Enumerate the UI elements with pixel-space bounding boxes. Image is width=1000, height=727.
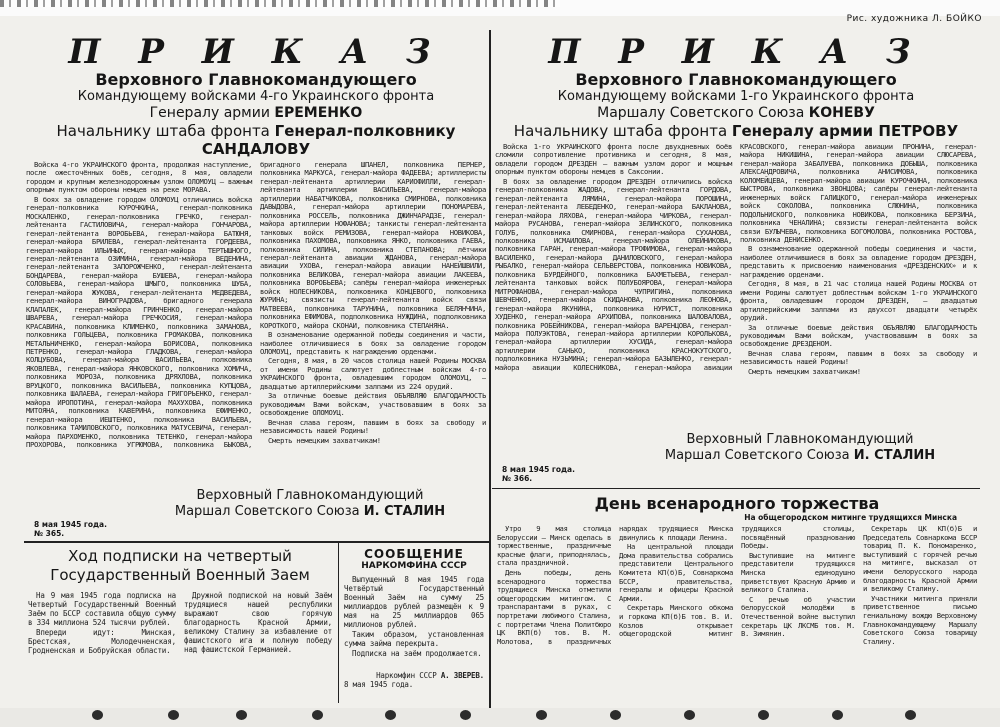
narkomfin-date: 8 мая 1945 года. xyxy=(344,680,414,689)
narkomfin-title-2: НАРКОМФИНА СССР xyxy=(361,561,467,571)
center-column-rule xyxy=(489,30,491,710)
left-order-line2: Командующему войсками 4-го Украинского фронта xyxy=(77,89,435,104)
left-order-body: Войска 4-го УКРАИНСКОГО фронта, продолжая наступление, после ожесточённых боёв, сегодня, 8 мая, овладели городом и крупным железнодорожным узлом ОЛОМОУЦ — важным опорным пунктом обороны немцев на реке МОРАВА. В боях за овладение городом ОЛОМОУЦ отличились войска генерал-полковника КУРОЧКИНА, генерал-полковника МОСКАЛЕНКО, генерал-полковника ГРЕЧКО, генерал-лейтенанта ГАСТИЛОВИЧА, генерал-майора ГОНЧАРОВА, генерал-лейтенанта ВОРОБЬЕВА, генерал-майора БАТЮНЯ, генерал-майора БРИЛЕВА, генерал-лейтенанта ГОРДЕЕВА, генерал-майора ИЛЬИНЫХ, генерал-майора ТЕРТЫШНОГО, генерал-лейтенанта ОЗИМИНА, генерал-майора ВЕДЕНИНА, генерал-лейтенанта ЗАПОРОЖЧЕНКО, генерал-лейтенанта БОНДАРЕВА, генерал-майора БУШЕВА, генерал-майора СОЛОВЬЕВА, генерал-майора ШМЫГО, полковника ШУБА, генерал-майора ЖУКОВА, генерал-лейтенанта МЕДВЕДЕВА, генерал-майора ВИНОГРАДОВА, бригадного генерала КЛАПАЛЕК, генерал-майора ГРИНЧЕНКО, генерал-майора ШВАРЕВА, генерал-майора ГРЕЧКОСИЯ, генерал-майора КРАСАВИНА, полковника КЛИМЕНКО, полковника ЗАМАНОВА, полковника ГОЛЬЦЕВА, полковника ГРОМАКОВА, полковника МЕТАЛЬНИЧЕНКО, генерал-майора БОРИСОВА, полковника ПЕТРЕНКО, генерал-майора ГЛАДКОВА, генерал-майора КОЛЦУБОВА, генерал-майора ВАСИЛЬЕВА, полковника ЯКОВЛЕВА, генерал-майора ЯНКОВСКОГО, полковника ХОМИЧА, полковника МОРОЗА, полковника ДРЯХЛОВА, полковника ВРУЦКОГО, полковника ВАСИЛЬЕВА, полковника КУПЦОВА, полковника ШАЛАЕВА, генерал-майора ГРИГОРЬЕНКО, генерал-майора ИРОПОТИНА, генерал-майора МАХУХОВА, полковника МИТОЯНА, полковника КАВЕРИНА, полковника ЕФИМЕНКО, генерал-майора ИЕШТЕНКО, полковника ВАСИЛЬЕВА, полковника ТАМИЛОВСКОГО, полковника МАТУСЕВИЧА, генерал-майора ПАРХОМЕНКО, полковника ТЕТЕНКО, генерал-майора ПРОХОРОВА, полковника УГРЮМОВА, полковника БЫКОВА, бригадного генерала ШПАНЕЛ, полковника ПЕРНЕР, полковника МАРКУСА, генерал-майора ФАДЕЕВА; артиллеристы генерал-лейтенанта артиллерии КАРИОФИЛЛИ, генерал-лейтенанта артиллерии ВАСИЛЬЕВА, генерал-майора артиллерии НАБАТЧИКОВА, полковника СМИРНОВА, полковника ДАВЫДОВА, генерал-майора артиллерии ПОНОМАРЕВА, полковника РОССЕЛЬ, полковника ДЖИНЧАРАДЗЕ, генерал-майора артиллерии НОФАНОВА; танкисты генерал-лейтенанта танковых войск РЕМИЗОВА, генерал-майора НОВИКОВА, полковника ПАХОМОВА, полковника ЯНКО, полковника ГАЕВА, полковника СИЛИНА, полковника СТЕПАНОВА; лётчики генерал-лейтенанта авиации ЖДАНОВА, генерал-майора авиации УХОВА, генерал-майора авиации НАНЕЙШВИЛИ, полковника ВЕЛИКОВА, генерал-майора авиации ЛАКЕЕВА, полковника ВОРОБЬЕВА; сапёры генерал-майора инженерных войск НОЛЕСНИКОВА, полковника КОНЦЕВОГО, полковника ЖУРИНА; связисты генерал-лейтенанта войск связи МАТВЕЕВА, полковника ТАРУНИНА, полковника БЕЛЯНЧИНА, полковника ЕФИМОВА, подполковника НУЖДИНА, подполковника КОРОТКОГО, майора СКОНАИ, полковника СТЕПАНЯНА. В ознаменование одержанной победы соединения и части, наиболее отличившиеся в боях за овладение городом ОЛОМОУЦ, представить к награждению орденами. Сегодня, 8 мая, в 20 часов столица нашей Родины МОСКВА от имени Родины салютует доблестным войскам 4-го УКРАИНСКОГО фронта, овладевшим городом ОЛОМОУЦ, — двадцатью артиллерийскими залпами из 224 орудий. За отличные боевые действия ОБЪЯВЛЯЮ БЛАГОДАРНОСТЬ руководимым Вами войскам, участвовавшим в боях за освобождение ОЛОМОУЦ. Вечная слава героям, павшим в боях за свободу и независимость нашей Родины! Смерть немецким захватчикам! xyxy=(26,161,486,449)
right-order-line4: Начальнику штаба фронта Генералу армии ПЕТРОВУ xyxy=(513,122,959,140)
left-order-line1: Верховного Главнокомандующего xyxy=(95,70,417,89)
left-order-line4: Начальнику штаба фронта Генерал-полковнику САНДАЛОВУ xyxy=(56,122,456,158)
right-order-date: 8 мая 1945 года. № 366. xyxy=(502,465,575,483)
right-signature: Верховный Главнокомандующий Маршал Советского Союза И. СТАЛИН xyxy=(664,432,936,463)
loan-title-1: Ход подписки на четвертый xyxy=(68,547,292,565)
celebration-title: День всенародного торжества xyxy=(594,494,880,513)
narkomfin-notice xyxy=(344,547,484,689)
left-order-title: П Р И К А З xyxy=(68,32,444,72)
celebration-subtitle: На общегородском митинге трудящихся Минска xyxy=(744,513,957,522)
left-signature: Верховный Главнокомандующий Маршал Советского Союза И. СТАЛИН xyxy=(174,488,446,519)
left-order xyxy=(26,34,486,483)
narkomfin-body: Выпущенный 8 мая 1945 года Четвёртый Государственный Военный Заём на сумму 25 миллиардов рублей размещён к 9 мая на 25 миллиардов 065 миллионов рублей. Таким образом, установленная сумма займа перекрыта. Подписка на заём продолжается. xyxy=(344,575,484,658)
right-order-line1: Верховного Главнокомандующего xyxy=(575,70,897,89)
left-order-line3: Генералу армии ЕРЕМЕНКО xyxy=(149,105,363,121)
loan-article xyxy=(28,547,332,703)
right-order xyxy=(495,34,977,425)
narkomfin-signer: Наркомфин СССР А. ЗВЕРЕВ. xyxy=(376,671,484,680)
bottom-scan-edge xyxy=(0,708,1000,727)
right-order-line2: Командующему войсками 1-го Украинского фронта xyxy=(557,89,915,104)
loan-rule xyxy=(338,543,339,703)
loan-body: На 9 мая 1945 года подписка на Четвертый Государственный Военный Заём по БССР составила общую сумму в 334 миллиона 524 тысячи рублей. Впереди идут: Минская, Брестская, Молодечненская, Гродненская и Бобруйская области. Дружной подпиской на новый Заём трудящиеся нашей республики выражают свою горячую благодарность Красной Армии, великому Сталину за избавление от фашистского ига и полную победу над фашистской Германией. xyxy=(28,591,332,655)
celebration-body: Утро 9 мая столица Белоруссии — Минск оделась в торжественные, праздничные красные флаги, приподнялась, стала праздничной. День победы, день всенародного торжества трудящиеся Минска отметили общегородским митингом. С транспарантами в руках, с портретами любимого Сталина, с портретами Члена Политбюро ЦК ВКП(б) тов. В. М. Молотова, в праздничных нарядах трудящиеся Минска двинулись к площади Ленина. На центральной площади Дома правительства собрались представители Центрального Комитета КП(б)Б, Совнаркома БССР, правительства, генералы и офицеры Красной Армии. Секретарь Минского обкома и горкома КП(б)Б тов. В. И. Козлов открывает общегородской митинг трудящихся столицы, посвящённый празднованию Победы. Выступившие на митинге представители трудящихся Минска единодушно приветствуют Красную Армию и великого Сталина. С речью об участии белорусской молодёжи в Отечественной войне выступил секретарь ЦК ЛКСМБ тов. М. В. Зимянин. Секретарь ЦК КП(б)Б и Председатель Совнаркома БССР товарищ П. К. Пономаренко, выступивший с горячей речью на митинге, высказал от имени белорусского народа благодарность Красной Армии и великому Сталину. Участники митинга приняли приветственное письмо гениальному вождю Верховному Главнокомандующему Маршалу Советского Союза товарищу Сталину. xyxy=(497,525,977,646)
left-order-date: 8 мая 1945 года. № 365. xyxy=(34,520,107,538)
celebration-article xyxy=(497,494,977,707)
right-order-title: П Р И К А З xyxy=(548,32,924,72)
right-lower-rule xyxy=(492,488,980,489)
loan-title-2: Государственный Военный Заем xyxy=(50,566,310,584)
narkomfin-title-1: СООБЩЕНИЕ xyxy=(364,547,464,561)
illustration-credit: Рис. художника Л. БОЙКО xyxy=(846,14,982,24)
left-lower-rule xyxy=(24,541,489,543)
right-order-line3: Маршалу Советского Союза КОНЕВУ xyxy=(597,105,875,121)
right-order-body: Войска 1-го УКРАИНСКОГО фронта после двухдневных боёв сломили сопротивление противника и сегодня, 8 мая, овладели городом ДРЕЗДЕН — важным узлом дорог и мощным опорным пунктом обороны немцев в Саксонии. В боях за овладение городом ДРЕЗДЕН отличились войска генерал-полковника ЖАДОВА, генерал-лейтенанта ГОРДОВА, генерал-лейтенанта ЛЯМИНА, генерал-майора ПОРОШИНА, генерал-лейтенанта ЛЕБЕДЕНКО, генерал-майора БАКЛАНОВА, генерал-майора ЛЯХОВА, генерал-майора ЧИРКОВА, генерал-майора РУСАНОВА, генерал-майора ЗЕЛИНСКОГО, полковника ГОЛУБ, полковника СМИРНОВА, генерал-майора СУХАНОВА, полковника ИСМАИЛОВА, генерал-майора ОЛЕЙНИКОВА, полковника ГАРАН, генерал-майора ТРОФИМОВА, генерал-майора ВАСИЛЕНКО, генерал-майора ДАНИЛОВСКОГО, генерал-майора РЫБАЛКО, генерал-майора СЕЛЬВЕРСТОВА, полковника НОВИКОВА, полковника БУРДЕЙНОГО, полковника БАХМЕТЬЕВА, генерал-лейтенанта танковых войск ПОЛУБОЯРОВА, генерал-майора МИТРОФАНОВА, генерал-майора ЧУПРИГИНА, полковника ШЕВЧЕНКО, генерал-майора СКИДАНОВА, полковника ЛЕОНОВА, генерал-майора ЯКУНИНА, полковника НУРИСТ, полковника ХУДЕНКО, генерал-майора АРХИПОВА, полковника ШАЛОВАЛОВА, полковника РОБЕЙНИКОВА, генерал-майора ВАРЕНЦОВА, генерал-майора ПОЛУЭКТОВА, генерал-майора артиллерии КОРОЛЬКОВА, генерал-майора артиллерии ХУСИДА, генерал-майора артиллерии САНЬКО, полковника КРАСНОКУТСКОГО, подполковника НУЗЬМИНА; генерал-майора БАЗЫЛЕНКО, генерал-майора авиации КОЛЕСНИКОВА, генерал-майора авиации КРАСОВСКОГО, генерал-майора авиации ПРОНИНА, генерал-майора НИКИШИНА, генерал-майора авиации СЛЮСАРЕВА, генерал-майора ЗАБАЛУЕВА, полковника ДОБЫША, полковника АЛЕКСАНДРОВИЧА, полковника АНИСИМОВА, полковника КОЛОМЕЙЦЕВА, генерал-майора авиации КУРОЧКИНА, полковника БЫСТРОВА, полковника ЗВОНЦОВА; сапёры генерал-лейтенанта инженерных войск ГАЛИЦКОГО, генерал-майора инженерных войск СОКОЛОВА, полковника СЛЮНИНА, полковника ПОДОЛЬНИСКОГО, полковника НОВИКОВА, полковника БЕРЗИНА, полковника ЧЕНАЛИНА; связисты генерал-лейтенанта войск связи БУЛЫЧЕВА, полковника БОГОМОЛОВА, полковника РОСТОВА, полковника ДЕНИСЕНКО. В ознаменование одержанной победы соединения и части, наиболее отличившиеся в боях за овладение городом ДРЕЗДЕН, представить к присвоению наименования «ДРЕЗДЕНСКИХ» и к награждению орденами. Сегодня, 8 мая, в 21 час столица нашей Родины МОСКВА от имени Родины салютует доблестным войскам 1-го УКРАИНСКОГО фронта, овладевшим городом ДРЕЗДЕН, — двадцатью артиллерийскими залпами из двухсот двадцати четырёх орудий. За отличные боевые действия ОБЪЯВЛЯЮ БЛАГОДАРНОСТЬ руководимым Вами войскам, участвовавшим в боях за освобождение ДРЕЗДЕНОМ. Вечная слава героям, павшим в боях за свободу и независимость нашей Родины! Смерть немецким захватчикам! xyxy=(495,143,977,376)
